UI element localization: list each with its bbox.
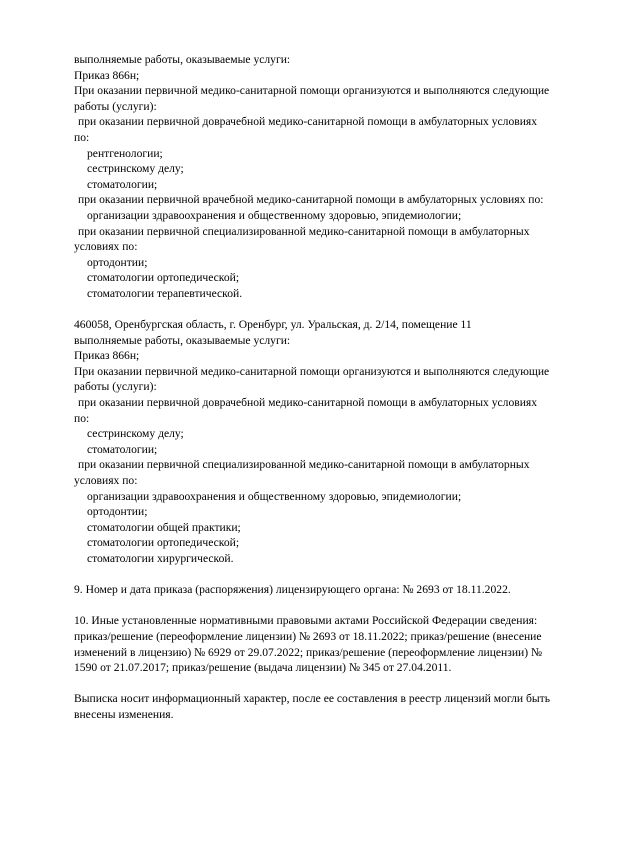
- spacer: [74, 676, 614, 692]
- other-info-line: 1590 от 21.07.2017; приказ/решение (выдача лицензии) № 345 от 27.04.2011.: [74, 661, 452, 675]
- text-line: Приказ 866н;: [74, 349, 140, 363]
- text-line: стоматологии общей практики;: [87, 520, 241, 534]
- text-line: при оказании первичной врачебной медико-санитарной помощи в амбулаторных условиях по:: [78, 193, 544, 207]
- text-line: при оказании первичной специализированной медико-санитарной помощи в амбулаторных: [78, 224, 530, 238]
- text-line: стоматологии;: [87, 177, 158, 191]
- text-line: сестринскому делу;: [87, 162, 184, 176]
- document-page: [74, 52, 614, 723]
- text-line: при оказании первичной доврачебной медико-санитарной помощи в амбулаторных условиях: [78, 396, 538, 410]
- activity-block-2: [74, 317, 614, 567]
- text-line: работы (услуги):: [74, 380, 157, 394]
- text-line: стоматологии;: [87, 442, 158, 456]
- text-line: по:: [74, 411, 90, 425]
- text-line: выполняемые работы, оказываемые услуги:: [74, 53, 291, 66]
- text-line: При оказании первичной медико-санитарной помощи организуются и выполняются следующие: [74, 84, 550, 98]
- text-line: при оказании первичной специализированной медико-санитарной помощи в амбулаторных: [78, 458, 530, 472]
- disclaimer-line: внесены изменения.: [74, 707, 174, 721]
- text-line: рентгенологии;: [87, 146, 163, 160]
- text-line: Приказ 866н;: [74, 68, 140, 82]
- text-line: условиях по:: [74, 240, 138, 254]
- text-line: стоматологии терапевтической.: [87, 286, 243, 300]
- activity-block-1: [74, 52, 614, 302]
- text-line: При оказании первичной медико-санитарной помощи организуются и выполняются следующие: [74, 364, 550, 378]
- disclaimer-note: [74, 691, 614, 722]
- disclaimer-line: Выписка носит информационный характер, после ее составления в реестр лицензий могли быть: [74, 692, 550, 706]
- other-info-line: 10. Иные установленные нормативными правовыми актами Российской Федерации сведения:: [74, 614, 538, 628]
- order-number-section: 9. Номер и дата приказа (распоряжения) лицензирующего органа: № 2693 от 18.11.2022.: [74, 583, 511, 597]
- text-line: сестринскому делу;: [87, 427, 184, 441]
- text-line: при оказании первичной доврачебной медико-санитарной помощи в амбулаторных условиях: [78, 115, 538, 129]
- other-info-line: приказ/решение (переоформление лицензии) № 2693 от 18.11.2022; приказ/решение (внесение: [74, 629, 542, 643]
- text-line: стоматологии ортопедической;: [87, 271, 240, 285]
- text-line: условиях по:: [74, 474, 138, 488]
- text-line: организации здравоохранения и общественному здоровью, эпидемиологии;: [87, 489, 462, 503]
- text-line: ортодонтии;: [87, 505, 148, 519]
- other-info-line: изменений в лицензию) № 6929 от 29.07.2022; приказ/решение (переоформление лицензии) №: [74, 645, 543, 659]
- spacer: [74, 598, 614, 614]
- text-line: стоматологии ортопедической;: [87, 536, 240, 550]
- text-line: ортодонтии;: [87, 255, 148, 269]
- text-line: по:: [74, 130, 90, 144]
- other-info-section: [74, 613, 614, 675]
- text-line: работы (услуги):: [74, 99, 157, 113]
- text-line: выполняемые работы, оказываемые услуги:: [74, 333, 291, 347]
- text-line: стоматологии хирургической.: [87, 552, 234, 565]
- text-line: организации здравоохранения и общественному здоровью, эпидемиологии;: [87, 208, 462, 222]
- spacer: [74, 567, 614, 583]
- spacer: [74, 302, 614, 318]
- text-line: 460058, Оренбургская область, г. Оренбург, ул. Уральская, д. 2/14, помещение 11: [74, 318, 472, 332]
